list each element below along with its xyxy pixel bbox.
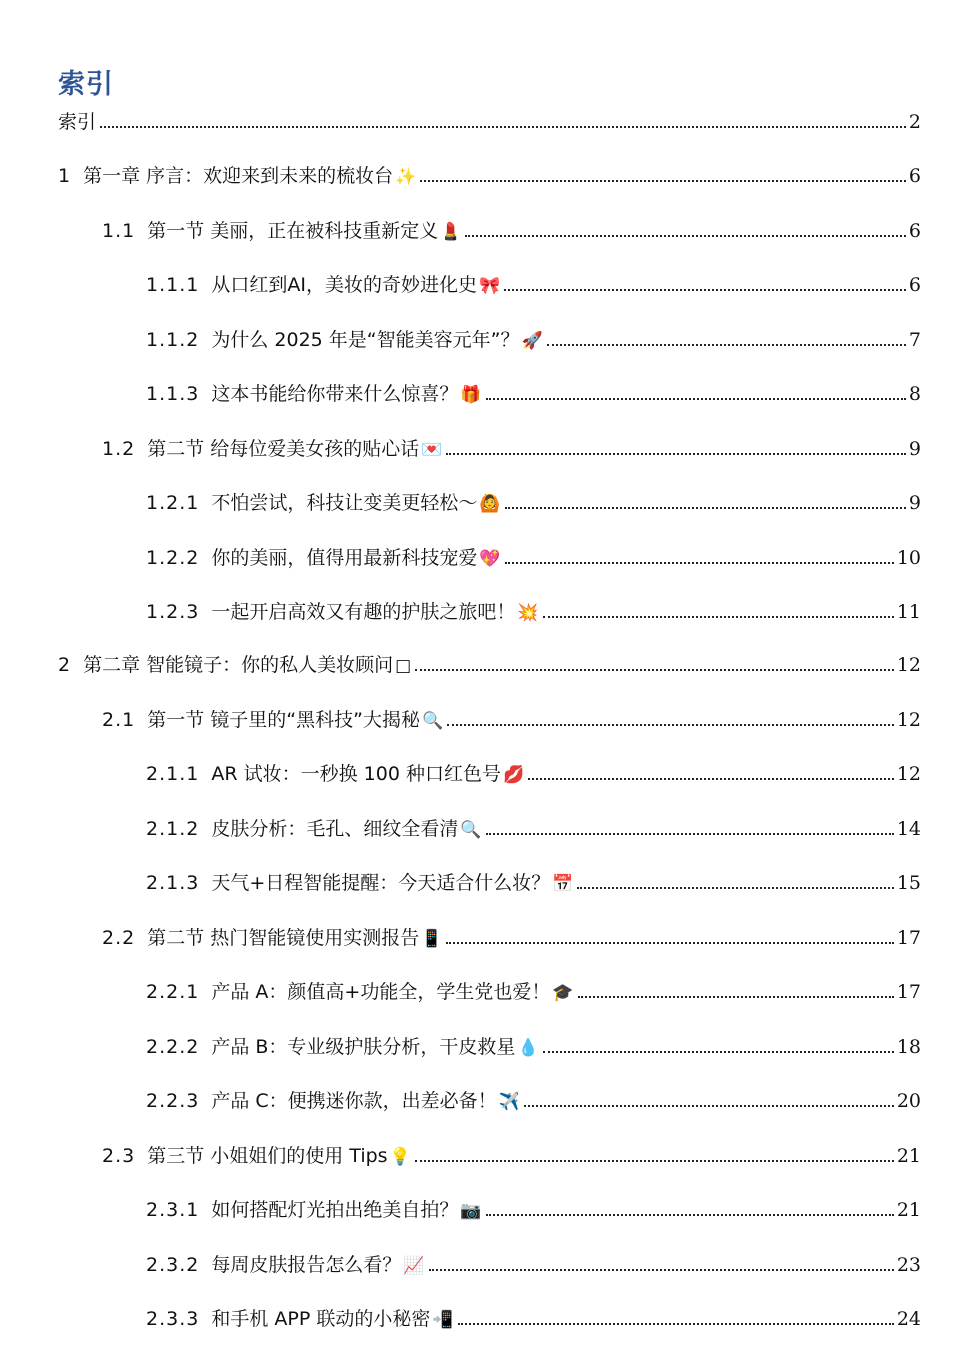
dot-leader bbox=[543, 1051, 894, 1053]
toc-entry[interactable] bbox=[146, 1306, 921, 1332]
toc-entry-label: 1.2.1 不怕尝试，科技让变美更轻松～ 🙆 bbox=[146, 492, 501, 514]
toc-entry-label: 2.3 第三节 小姐姐们的使用 Tips 💡 bbox=[102, 1145, 411, 1167]
lipstick-icon: 💄 bbox=[440, 222, 462, 242]
toc-entry[interactable] bbox=[58, 163, 921, 189]
toc-entry-label: 2.1.2 皮肤分析：毛孔、细纹全看清 🔍 bbox=[146, 818, 482, 840]
toc-entry[interactable] bbox=[146, 1197, 921, 1223]
dot-leader bbox=[415, 669, 894, 671]
toc-entry[interactable] bbox=[146, 381, 921, 407]
toc-page-number: 7 bbox=[908, 329, 921, 351]
toc-entry[interactable] bbox=[146, 599, 921, 625]
dot-leader bbox=[577, 887, 893, 889]
mobile-phone-icon: 📱 bbox=[421, 929, 443, 949]
toc-entry-label: 1.2 第二节 给每位爱美女孩的贴心话 💌 bbox=[102, 438, 443, 460]
toc-page-number: 8 bbox=[908, 383, 921, 405]
toc-entry-label: 1.1.2 为什么 2025 年是“智能美容元年”？ 🚀 bbox=[146, 329, 543, 351]
toc-page-number: 20 bbox=[896, 1090, 921, 1112]
person-gesturing-ok-icon: 🙆 bbox=[479, 494, 501, 514]
toc-entry-label: 索引 bbox=[58, 111, 97, 133]
toc-page-number: 12 bbox=[896, 763, 921, 785]
dot-leader bbox=[446, 453, 905, 455]
dot-leader bbox=[486, 833, 894, 835]
toc-entry[interactable] bbox=[102, 1143, 921, 1169]
toc-entry-label: 2 第二章 智能镜子：你的私人美妆顾问 □ bbox=[58, 654, 412, 676]
toc-heading: 索引 bbox=[58, 69, 114, 100]
sparkles-icon: ✨ bbox=[395, 167, 417, 187]
dot-leader bbox=[578, 996, 894, 998]
toc-entry-label: 2.1 第一节 镜子里的“黑科技”大揭秘 🔍 bbox=[102, 709, 444, 731]
toc-page-number: 6 bbox=[908, 220, 921, 242]
toc-entry[interactable] bbox=[146, 816, 921, 842]
toc-entry-label: 2.2.3 产品 C：便携迷你款，出差必备！ ✈️ bbox=[146, 1090, 520, 1112]
dot-leader bbox=[528, 778, 894, 780]
toc-entry-label: 1.1.1 从口红到AI，美妆的奇妙进化史 🎀 bbox=[146, 274, 501, 296]
sparkling-heart-icon: 💖 bbox=[479, 549, 501, 569]
graduation-cap-icon: 🎓 bbox=[552, 983, 574, 1003]
toc-page-number: 21 bbox=[896, 1199, 921, 1221]
droplet-icon: 💧 bbox=[517, 1038, 539, 1058]
toc-entry[interactable] bbox=[146, 327, 921, 353]
dot-leader bbox=[505, 507, 906, 509]
dot-leader bbox=[465, 235, 905, 237]
dot-leader bbox=[486, 398, 906, 400]
rocket-icon: 🚀 bbox=[521, 331, 543, 351]
toc-entry-label: 2.2.2 产品 B：专业级护肤分析，干皮救星 💧 bbox=[146, 1036, 539, 1058]
toc-entry-label: 2.3.3 和手机 APP 联动的小秘密 📲 bbox=[146, 1308, 454, 1330]
toc-entry-label: 2.3.2 每周皮肤报告怎么看？ 📈 bbox=[146, 1254, 425, 1276]
dot-leader bbox=[505, 562, 894, 564]
toc-entry[interactable] bbox=[146, 979, 921, 1005]
toc-page-number: 12 bbox=[896, 654, 921, 676]
dot-leader bbox=[420, 180, 906, 182]
collision-icon: 💥 bbox=[517, 603, 539, 623]
toc-page-number: 14 bbox=[896, 818, 921, 840]
toc-entry-label: 1.2.3 一起开启高效又有趣的护肤之旅吧！ 💥 bbox=[146, 601, 539, 623]
chart-increasing-icon: 📈 bbox=[403, 1256, 425, 1276]
magnifier-icon: 🔍 bbox=[460, 820, 482, 840]
camera-icon: 📷 bbox=[460, 1201, 482, 1221]
toc-page-number: 23 bbox=[896, 1254, 921, 1276]
dot-leader bbox=[486, 1214, 894, 1216]
calendar-icon: 📅 bbox=[552, 874, 574, 894]
airplane-icon: ✈️ bbox=[498, 1092, 520, 1112]
toc-entry[interactable] bbox=[58, 109, 921, 135]
light-bulb-icon: 💡 bbox=[389, 1147, 411, 1167]
dot-leader bbox=[458, 1323, 894, 1325]
toc-entry-label: 2.1.3 天气+日程智能提醒：今天适合什么妆？ 📅 bbox=[146, 872, 574, 894]
toc-page-number: 10 bbox=[896, 547, 921, 569]
toc-page-number: 6 bbox=[908, 165, 921, 187]
dot-leader bbox=[429, 1269, 894, 1271]
toc-entry[interactable] bbox=[102, 218, 921, 244]
toc-entry[interactable] bbox=[146, 1252, 921, 1278]
toc-page-number: 9 bbox=[908, 492, 921, 514]
dot-leader bbox=[504, 289, 906, 291]
toc-entry[interactable] bbox=[146, 490, 921, 516]
dot-leader bbox=[100, 126, 906, 128]
gift-icon: 🎁 bbox=[460, 385, 482, 405]
magnifier-icon: 🔍 bbox=[421, 711, 444, 731]
toc-entry[interactable] bbox=[102, 925, 921, 951]
toc-entry[interactable] bbox=[146, 1088, 921, 1114]
toc-entry[interactable] bbox=[146, 1034, 921, 1060]
toc-entry[interactable] bbox=[102, 436, 921, 462]
toc-page-number: 2 bbox=[908, 111, 921, 133]
toc-page-number: 11 bbox=[896, 601, 921, 623]
dot-leader bbox=[415, 1160, 894, 1162]
toc-entry-label: 2.3.1 如何搭配灯光拍出绝美自拍？ 📷 bbox=[146, 1199, 482, 1221]
ribbon-icon: 🎀 bbox=[478, 276, 501, 296]
toc-page-number: 21 bbox=[896, 1145, 921, 1167]
love-letter-icon: 💌 bbox=[421, 440, 443, 460]
toc-entry-label: 1.2.2 你的美丽，值得用最新科技宠爱 💖 bbox=[146, 547, 501, 569]
toc-entry-label: 2.2 第二节 热门智能镜使用实测报告 📱 bbox=[102, 927, 443, 949]
missing-glyph-icon: □ bbox=[395, 656, 412, 676]
toc-entry-label: 1 第一章 序言：欢迎来到未来的梳妆台 ✨ bbox=[58, 165, 417, 187]
dot-leader bbox=[447, 724, 894, 726]
toc-entry[interactable] bbox=[146, 272, 921, 298]
dot-leader bbox=[543, 616, 894, 618]
toc-entry[interactable] bbox=[146, 545, 921, 571]
dot-leader bbox=[524, 1105, 894, 1107]
toc-entry[interactable] bbox=[102, 707, 921, 733]
dot-leader bbox=[446, 942, 893, 944]
toc-page-number: 6 bbox=[908, 274, 921, 296]
toc-entry[interactable] bbox=[146, 761, 921, 787]
phone-with-arrow-icon: 📲 bbox=[432, 1310, 454, 1330]
toc-page-number: 15 bbox=[896, 872, 921, 894]
toc-entry-label: 1.1 第一节 美丽，正在被科技重新定义 💄 bbox=[102, 220, 462, 242]
toc-page-number: 9 bbox=[908, 438, 921, 460]
toc-entry[interactable] bbox=[146, 870, 921, 896]
toc-page-number: 17 bbox=[896, 981, 921, 1003]
toc-entry[interactable] bbox=[58, 652, 921, 678]
toc-entry-label: 1.1.3 这本书能给你带来什么惊喜？ 🎁 bbox=[146, 383, 482, 405]
toc-entry-label: 2.1.1 AR 试妆：一秒换 100 种口红色号 💋 bbox=[146, 763, 525, 785]
toc-page-number: 17 bbox=[896, 927, 921, 949]
toc-page-number: 18 bbox=[896, 1036, 921, 1058]
toc-page-number: 24 bbox=[896, 1308, 921, 1330]
dot-leader bbox=[547, 344, 906, 346]
toc-page-number: 12 bbox=[896, 709, 921, 731]
toc-entry-label: 2.2.1 产品 A：颜值高+功能全，学生党也爱！ 🎓 bbox=[146, 981, 574, 1003]
kiss-mark-icon: 💋 bbox=[502, 765, 525, 785]
